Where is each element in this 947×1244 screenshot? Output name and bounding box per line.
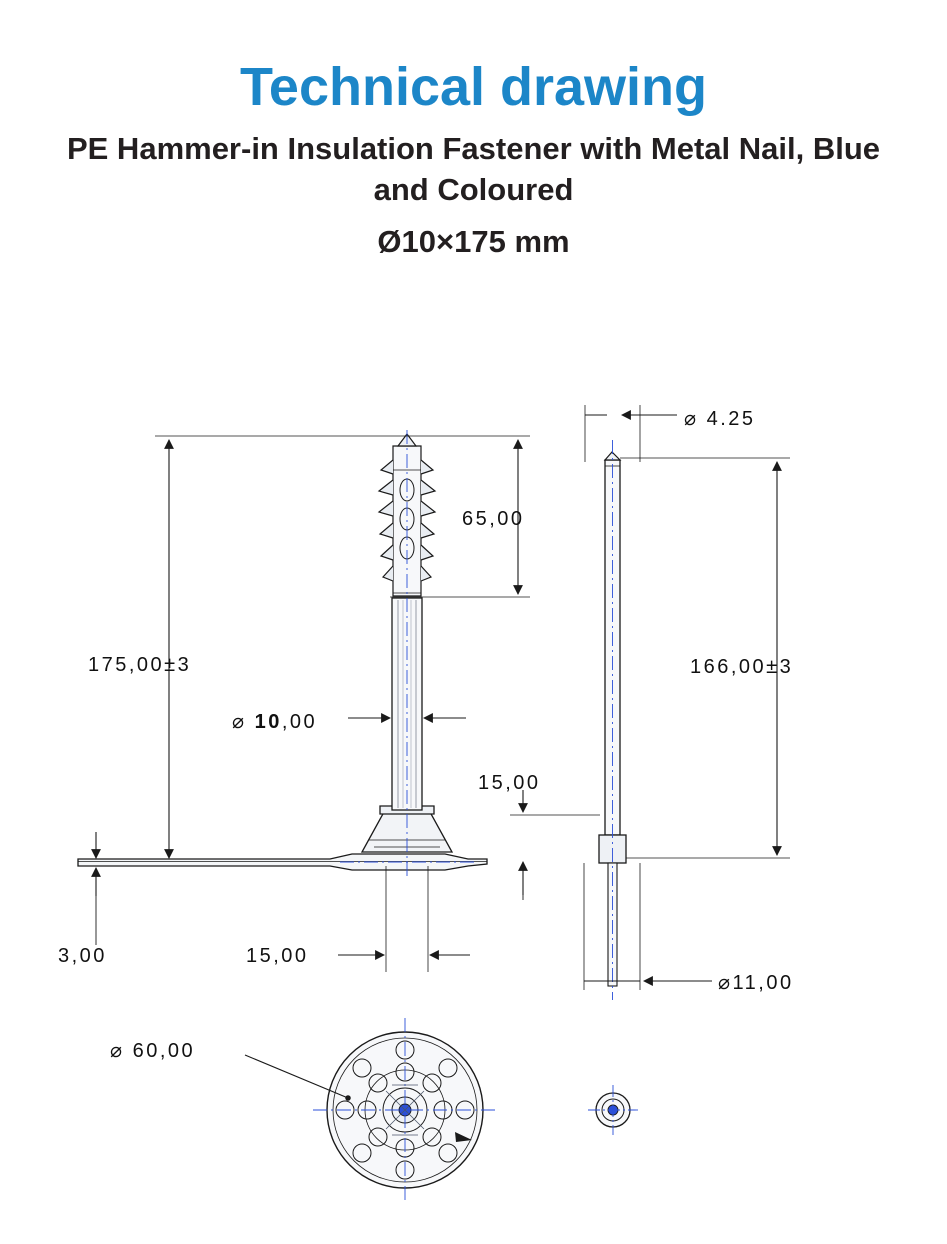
nail-top-view bbox=[588, 1085, 638, 1135]
nail-side-view bbox=[510, 405, 790, 1000]
dim-label-total-length: 175,00±3 bbox=[88, 654, 192, 676]
dim-plate-offset-front bbox=[338, 866, 470, 972]
dim-label-shaft-diameter bbox=[232, 709, 317, 734]
dim-label-plate-diameter: ⌀ 60,00 bbox=[110, 1040, 196, 1062]
dim-label-collar-height: 15,00 bbox=[478, 772, 541, 794]
product-name: PE Hammer-in Insulation Fastener with Metal Nail, Blue and Coloured bbox=[66, 131, 881, 207]
diameter-symbol: ⌀ bbox=[232, 711, 255, 733]
dim-label-plate-offset: 15,00 bbox=[246, 945, 309, 967]
shaft-diameter-value: 10 bbox=[254, 711, 282, 733]
plate-top-view bbox=[245, 1018, 497, 1202]
dim-label-collar-diameter: ⌀11,00 bbox=[718, 972, 794, 994]
product-size: Ø10×175 mm bbox=[377, 224, 570, 259]
dim-label-nail-length: 166,00±3 bbox=[690, 656, 794, 678]
dim-label-expansion-length: 65,00 bbox=[462, 508, 525, 530]
shaft-diameter-decimals: ,00 bbox=[281, 711, 318, 733]
dim-label-nail-head-diameter: ⌀ 4.25 bbox=[684, 408, 756, 430]
dim-plate-diameter-leader bbox=[245, 1055, 348, 1098]
page-title: Technical drawing bbox=[239, 57, 708, 117]
dim-label-plate-thickness: 3,00 bbox=[58, 945, 107, 967]
